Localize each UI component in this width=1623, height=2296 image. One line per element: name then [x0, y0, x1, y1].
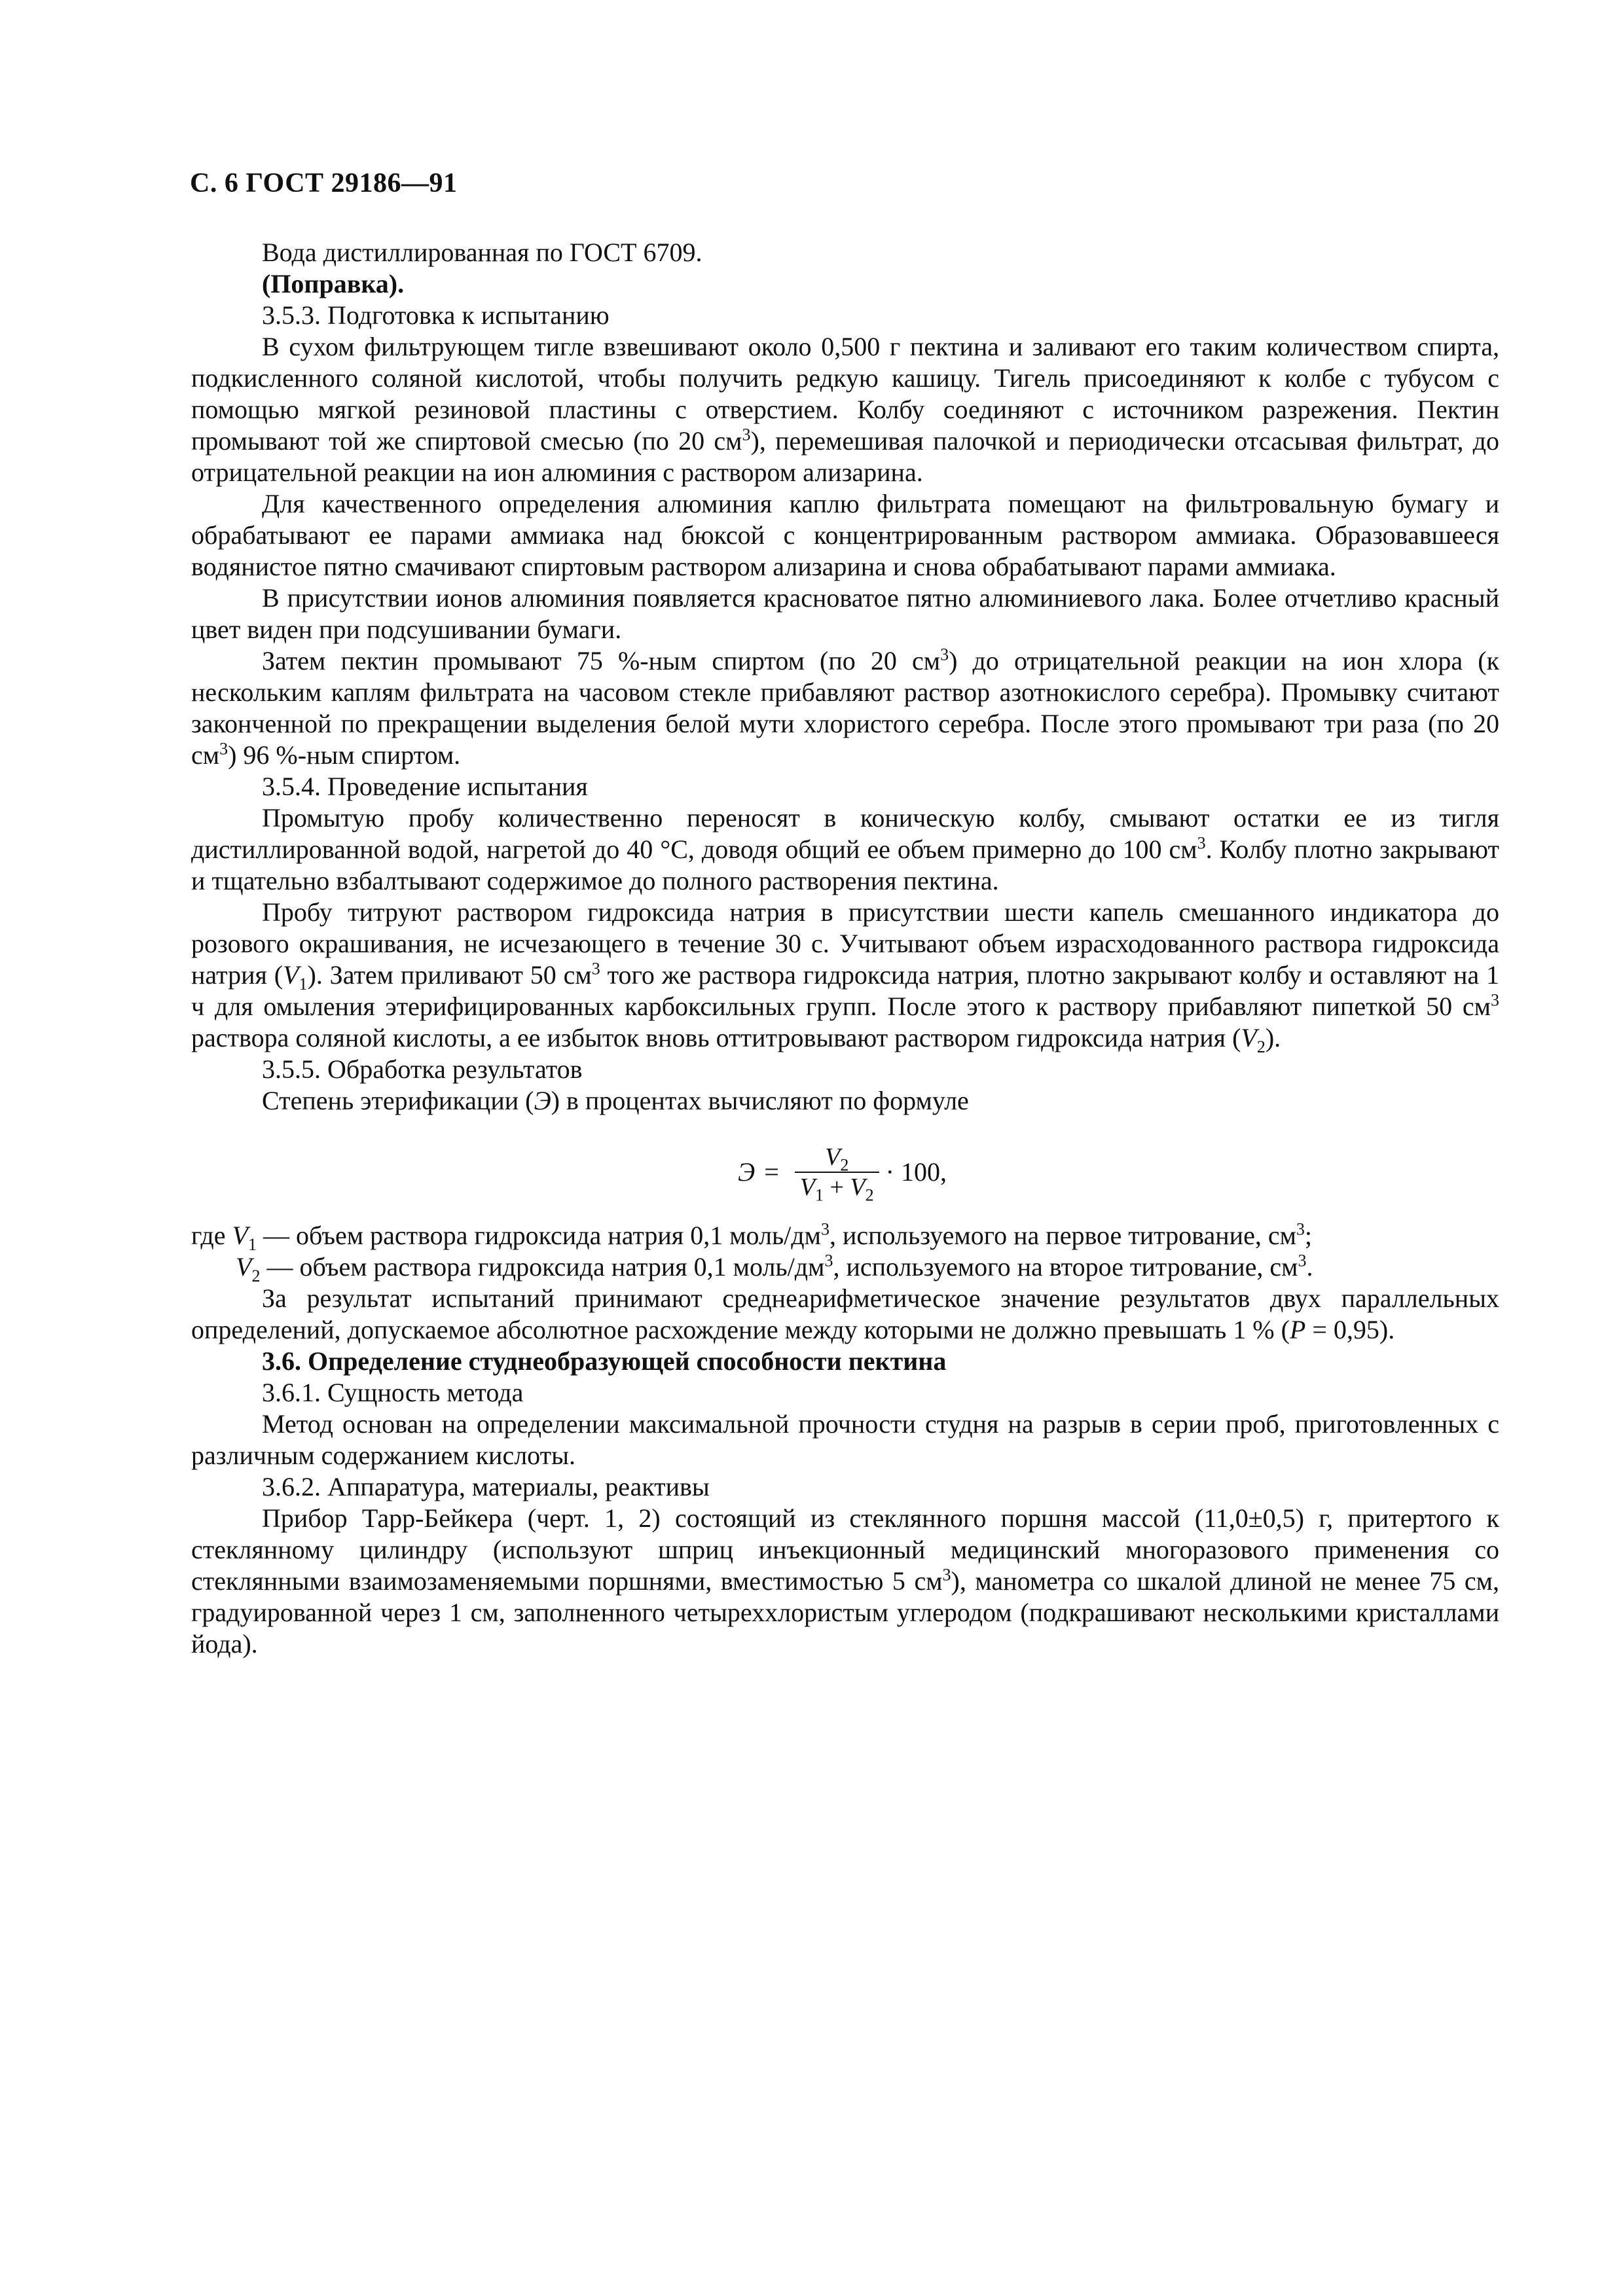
text: того же раствора гидроксида натрия, плотно закрывают колбу и оставляют на 1 ч для омыления этерифицированных карбоксильных групп. После этого к раствору прибавляют пипеткой 50 см	[191, 960, 1499, 1021]
variable: V	[825, 1143, 841, 1171]
paragraph	[191, 1085, 1499, 1117]
plus-sign: +	[830, 1174, 844, 1201]
paragraph	[191, 1503, 1499, 1660]
text: 3.5.4. Проведение испытания	[262, 772, 588, 801]
text: , используемого на первое титрование, см	[829, 1221, 1296, 1250]
text: 3.6. Определение студнеобразующей способности пектина	[262, 1346, 947, 1376]
text: Прибор Тарр-Бейкера (черт. 1, 2) состоящий из стеклянного поршня массой (11,0±0,5) г, притертого к стеклянному цилиндру (используют шприц инъекционный медицинский многоразового применения со стеклянными взаимозаменяемыми поршнями, вместимостью 5 см	[191, 1503, 1499, 1596]
fraction-numerator	[820, 1143, 854, 1175]
text: 3.5.5. Обработка результатов	[262, 1054, 583, 1084]
variable: V	[236, 1252, 252, 1282]
section-title	[191, 1346, 1499, 1377]
variable: V	[283, 960, 299, 990]
text: Для качественного определения алюминия каплю фильтрата помещают на фильтровальную бумагу и обрабатывают ее парами аммиака над бюксой с концентрированным раствором аммиака. Образовавшееся водянистое пятно смачивают спиртовым раствором ализарина и снова обрабатывают парами аммиака.	[191, 489, 1499, 581]
formula-block	[191, 1117, 1499, 1220]
text: — объем раствора гидроксида натрия 0,1 моль/дм	[260, 1252, 825, 1282]
section-heading	[191, 300, 1499, 331]
variable: V	[232, 1221, 248, 1250]
text: ) 96 %-ным спиртом.	[228, 740, 461, 770]
text: ), перемешивая палочкой и периодически отсасывая фильтрат, до отрицательной реакции на ион алюминия с раствором ализарина.	[191, 426, 1499, 487]
paragraph	[191, 583, 1499, 645]
section-heading	[191, 771, 1499, 802]
text: (Поправка).	[262, 269, 405, 298]
text: В сухом фильтрующем тигле взвешивают около 0,500 г пектина и заливают его таким количеством спирта, подкисленного соляной кислотой, чтобы получить редкую кашицу. Тигель присоединяют к колбе с тубусом с помощью мягкой резиновой пластины с отверстием. Колбу соединяют с источником разрежения. Пектин промывают той же спиртовой смесью (по 20 см	[191, 332, 1499, 456]
text: ) до отрицательной реакции на ион хлора (к нескольким каплям фильтрата на часовом стекле прибавляют раствор азотнокислого серебра). Промывку считают законченной по прекращении выделения белой мути хлористого серебра. После этого промывают три раза (по 20 см	[191, 646, 1500, 770]
superscript: 3	[942, 1565, 951, 1585]
superscript: 3	[1296, 1219, 1305, 1239]
paragraph	[191, 331, 1499, 488]
text: 3.6.2. Аппаратура, материалы, реактивы	[262, 1472, 710, 1501]
text: За результат испытаний принимают среднеарифметическое значение результатов двух параллельных определений, допускаемое абсолютное расхождение между которыми не должно превышать 1 % (	[191, 1283, 1499, 1344]
text: ). Затем приливают 50 см	[307, 960, 592, 990]
page-header: С. 6 ГОСТ 29186—91	[190, 168, 458, 198]
superscript: 3	[1491, 990, 1499, 1010]
text: — объем раствора гидроксида натрия 0,1 моль/дм	[256, 1221, 821, 1250]
text: , используемого на второе титрование, см	[833, 1252, 1298, 1282]
text: раствора соляной кислоты, а ее избыток вновь оттитровывают раствором гидроксида натрия (	[191, 1023, 1241, 1052]
formula-multiplier: · 100,	[885, 1157, 947, 1187]
text: ;	[1304, 1221, 1313, 1250]
section-heading	[191, 1054, 1499, 1085]
variable: P	[1289, 1315, 1306, 1344]
superscript: 3	[1298, 1251, 1307, 1270]
text: ) в процентах вычисляют по формуле	[551, 1086, 969, 1115]
variable: V	[1241, 1023, 1257, 1052]
text: Вода дистиллированная по ГОСТ 6709.	[262, 238, 702, 267]
paragraph	[191, 1408, 1499, 1471]
text: ).	[1265, 1023, 1281, 1052]
where-line-2	[191, 1251, 1499, 1283]
fraction-denominator	[795, 1173, 879, 1205]
text: В присутствии ионов алюминия появляется красноватое пятно алюминиевого лака. Более отчетливо красный цвет виден при подсушивании бумаги.	[191, 583, 1499, 644]
where-line-1	[191, 1219, 1499, 1254]
subscript: 1	[299, 975, 308, 994]
formula-fraction	[795, 1143, 879, 1205]
text: .	[1306, 1252, 1313, 1282]
superscript: 3	[742, 425, 751, 444]
text: . Колбу плотно закрывают и тщательно взбалтывают содержимое до полного растворения пектина.	[191, 834, 1499, 895]
superscript: 3	[591, 959, 600, 978]
section-heading	[191, 1471, 1499, 1503]
subscript: 2	[1256, 1037, 1266, 1056]
formula-lhs: Э	[738, 1157, 756, 1187]
correction-note	[191, 268, 1499, 300]
paragraph	[191, 237, 1499, 268]
paragraph	[191, 897, 1499, 1054]
variable: Э	[534, 1086, 551, 1115]
text: Метод основан на определении максимальной прочности студня на разрыв в серии проб, приготовленных с различным содержанием кислоты.	[191, 1409, 1499, 1470]
subscript: 2	[865, 1185, 874, 1205]
text: где	[191, 1221, 226, 1250]
text: Промытую пробу количественно переносят в коническую колбу, смывают остатки ее из тигля дистиллированной водой, нагретой до 40 °С, доводя общий ее объем примерно до 100 см	[191, 803, 1499, 864]
paragraph	[191, 645, 1499, 771]
superscript: 3	[940, 645, 949, 664]
text: ), манометра со шкалой длиной не менее 75 см, градуированной через 1 см, заполненного четыреххлористым углеродом (подкрашивают несколькими кристаллами йода).	[191, 1566, 1499, 1659]
variable: V	[799, 1174, 815, 1201]
document-body	[191, 237, 1499, 1660]
superscript: 3	[820, 1219, 830, 1239]
paragraph	[191, 488, 1499, 583]
text: Пробу титруют раствором гидроксида натрия в присутствии шести капель смешанного индикатора до розового окрашивания, не исчезающего в течение 30 с. Учитывают объем израсходованного раствора гидроксида натрия (	[191, 897, 1499, 990]
text: Степень этерификации (	[262, 1086, 534, 1115]
superscript: 3	[824, 1251, 833, 1270]
text: Затем пектин промывают 75 %-ным спиртом (по 20 см	[262, 646, 941, 675]
subscript: 2	[251, 1266, 261, 1285]
subscript: 1	[247, 1235, 257, 1254]
formula-equals: =	[764, 1157, 779, 1187]
subscript: 2	[840, 1155, 849, 1175]
text: 3.5.3. Подготовка к испытанию	[262, 300, 610, 330]
text: 3.6.1. Сущность метода	[262, 1378, 524, 1407]
subscript: 1	[814, 1185, 824, 1205]
superscript: 3	[1197, 833, 1206, 853]
section-heading	[191, 1377, 1499, 1408]
text: = 0,95).	[1305, 1315, 1395, 1344]
variable: V	[850, 1174, 866, 1201]
paragraph	[191, 1283, 1499, 1346]
formula	[738, 1143, 947, 1205]
paragraph	[191, 802, 1499, 897]
superscript: 3	[219, 739, 228, 759]
